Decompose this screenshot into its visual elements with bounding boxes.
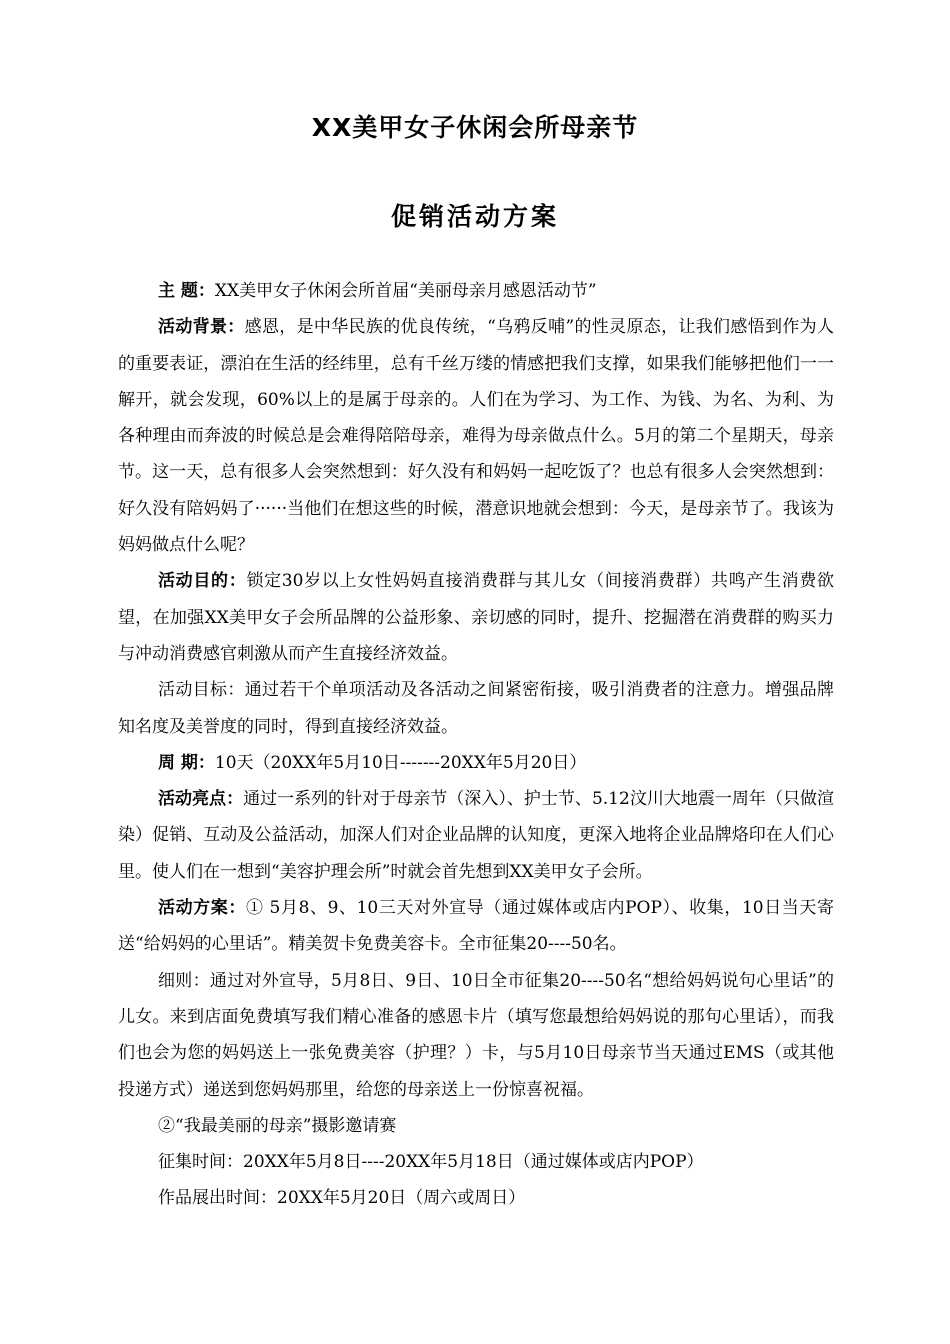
text-highlights: 通过一系列的针对于母亲节（深入）、护士节、5.12汶川大地震一周年（只做渲染）促销、互动及公益活动，加深人们对企业品牌的认知度，更深入地将企业品牌烙印在人们心里。使人们在一想到“美容护理会所”时就会首先想到XX美甲女子会所。: [118, 789, 835, 882]
text-photo-contest: ②“我最美丽的母亲”摄影邀请赛: [158, 1115, 397, 1136]
text-theme: XX美甲女子休闲会所首届“美丽母亲月感恩活动节”: [214, 281, 597, 301]
paragraph-photo-contest: [118, 1108, 834, 1144]
paragraph-plan: [118, 890, 834, 963]
text-plan: ① 5月8、9、10三天对外宣导（通过媒体或店内POP）、收集，10日当天寄送“给妈妈的心里话”。精美贺卡免费美容卡。全市征集20----50名。: [118, 898, 834, 955]
document-subtitle: 促销活动方案: [390, 202, 559, 231]
paragraph-collection-time: [118, 1144, 834, 1180]
text-collection-time: 征集时间：20XX年5月8日----20XX年5月18日（通过媒体或店内POP）: [158, 1152, 704, 1173]
paragraph-theme: [118, 273, 834, 309]
label-theme: 主 题：: [158, 281, 215, 301]
paragraph-details: [118, 963, 834, 1108]
label-highlights: 活动亮点：: [158, 789, 244, 810]
paragraph-period: [118, 745, 834, 781]
label-background: 活动背景：: [158, 317, 245, 338]
document-body: [118, 273, 834, 1217]
text-details: 细则：通过对外宣导，5月8日、9日、10日全市征集20----50名“想给妈妈说句心里话”的儿女。来到店面免费填写我们精心准备的感恩卡片（填写您最想给妈妈说的那句心里话），而我们也会为您的妈妈送上一张免费美容（护理？）卡，与5月10日母亲节当天通过EMS（或其他投递方式）递送到您妈妈那里，给您的母亲送上一份惊喜祝福。: [118, 970, 834, 1100]
label-period: 周 期：: [158, 752, 215, 773]
text-exhibition-time: 作品展出时间：20XX年5月20日（周六或周日）: [158, 1188, 526, 1209]
text-period: 10天（20XX年5月10日-------20XX年5月20日）: [214, 752, 587, 773]
document-title: XX美甲女子休闲会所母亲节: [311, 113, 639, 142]
text-background: 感恩，是中华民族的优良传统，“乌鸦反哺”的性灵原态，让我们感悟到作为人的重要表证，漂泊在生活的经纬里，总有千丝万缕的情感把我们支撑，如果我们能够把他们一一解开，就会发现，60%以上的是属于母亲的。人们在为学习、为工作、为钱、为名、为利、为各种理由而奔波的时候总是会难得陪陪母亲，难得为母亲做点什么。5月的第二个星期天，母亲节。这一天，总有很多人会突然想到：好久没有和妈妈一起吃饭了？也总有很多人会突然想到：好久没有陪妈妈了······当他们在想这些的时候，潜意识地就会想到：今天，是母亲节了。我该为妈妈做点什么呢？: [118, 317, 834, 556]
paragraph-purpose: [118, 563, 834, 672]
paragraph-background: [118, 309, 834, 563]
text-goal: 活动目标：通过若干个单项活动及各活动之间紧密衔接，吸引消费者的注意力。增强品牌知名度及美誉度的同时，得到直接经济效益。: [118, 680, 834, 737]
paragraph-highlights: [118, 781, 834, 890]
label-plan: 活动方案：: [158, 898, 246, 919]
paragraph-exhibition-time: [118, 1180, 834, 1216]
label-purpose: 活动目的：: [158, 571, 247, 592]
text-purpose: 锁定30岁以上女性妈妈直接消费群与其儿女（间接消费群）共鸣产生消费欲望，在加强XX美甲女子会所品牌的公益形象、亲切感的同时，提升、挖掘潜在消费群的购买力与冲动消费感官刺激从而产生直接经济效益。: [118, 571, 835, 664]
paragraph-goal: [118, 672, 834, 745]
